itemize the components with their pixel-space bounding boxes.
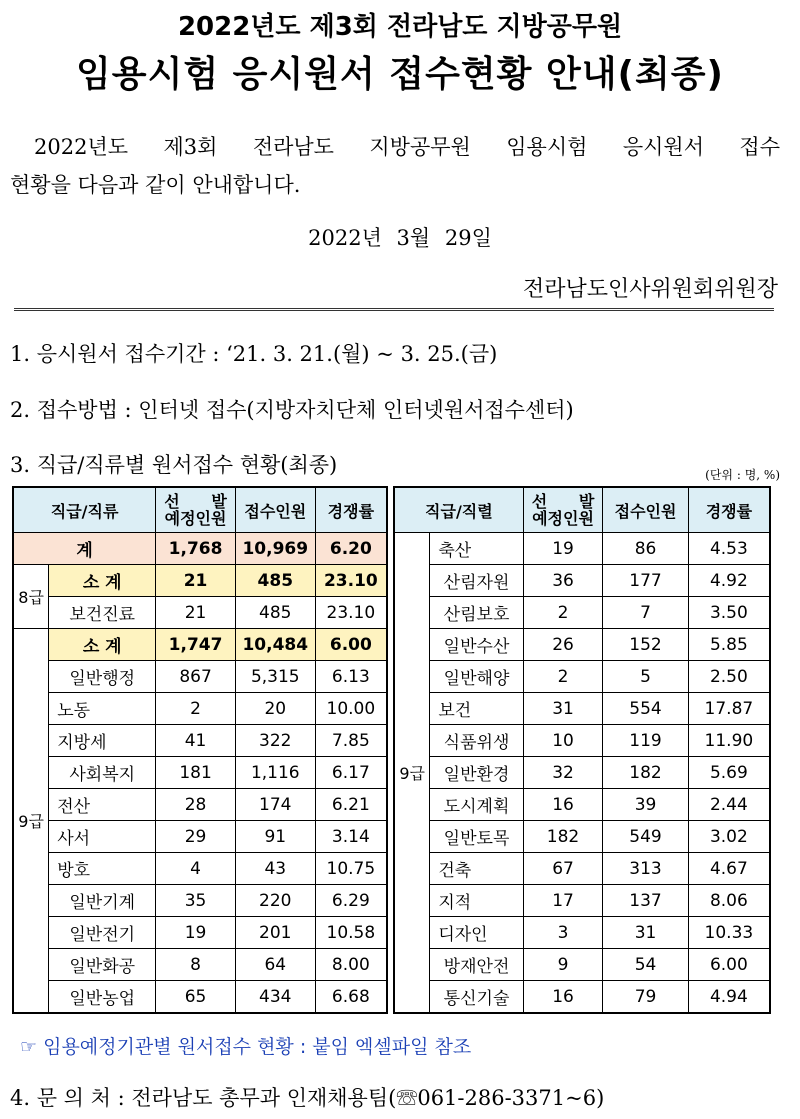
subtotal-applicants: 10,484: [235, 629, 315, 661]
header-ratio: 경쟁률: [688, 487, 770, 533]
competition-ratio: 2.50: [688, 661, 770, 693]
competition-ratio: 3.50: [688, 597, 770, 629]
planned-count: 2: [523, 661, 603, 693]
job-name: 통신기술: [430, 981, 523, 1014]
table-row: [394, 565, 770, 597]
applicant-count: 54: [603, 949, 689, 981]
planned-count: 29: [156, 821, 236, 853]
table-row: [394, 693, 770, 725]
contact-prefix: 4. 문 의 처 : 전라남도 총무과 인재채용팀(: [10, 1086, 397, 1110]
attachment-note-text: 임용예정기관별 원서접수 현황 : 붙임 엑셀파일 참조: [43, 1036, 472, 1058]
planned-count: 181: [156, 757, 236, 789]
header-planned: 선 발 예정인원: [156, 487, 236, 533]
subtotal-label: 소 계: [49, 629, 156, 661]
competition-ratio: 6.68: [315, 981, 387, 1014]
applicant-count: 31: [603, 917, 689, 949]
table-row: [394, 533, 770, 565]
subtotal-ratio: 23.10: [315, 565, 387, 597]
applicant-count: 313: [603, 853, 689, 885]
job-name: 식품위생: [430, 725, 523, 757]
job-name: 일반수산: [430, 629, 523, 661]
table-row: [394, 821, 770, 853]
item-3-status: 3. 직급/직류별 원서접수 현황(최종): [10, 453, 338, 477]
header-ratio: 경쟁률: [315, 487, 387, 533]
competition-ratio: 2.44: [688, 789, 770, 821]
planned-count: 35: [156, 885, 236, 917]
table-row: [13, 725, 387, 757]
applicant-count: 7: [603, 597, 689, 629]
planned-count: 182: [523, 821, 603, 853]
competition-ratio: 5.85: [688, 629, 770, 661]
applicant-count: 177: [603, 565, 689, 597]
intro-paragraph: [10, 128, 780, 204]
competition-ratio: 5.69: [688, 757, 770, 789]
planned-count: 2: [156, 693, 236, 725]
planned-count: 16: [523, 981, 603, 1014]
planned-count: 867: [156, 661, 236, 693]
job-name: 전산: [49, 789, 156, 821]
job-name: 일반기계: [49, 885, 156, 917]
job-name: 도시계획: [430, 789, 523, 821]
subtotal-planned: 21: [156, 565, 236, 597]
planned-count: 41: [156, 725, 236, 757]
grade9-subtotal-row: [13, 629, 387, 661]
applicant-count: 64: [235, 949, 315, 981]
table-header-row: [394, 487, 770, 533]
total-row: [13, 533, 387, 565]
competition-ratio: 10.58: [315, 917, 387, 949]
competition-ratio: 6.17: [315, 757, 387, 789]
applicant-count: 174: [235, 789, 315, 821]
separator-line: [14, 308, 774, 311]
header-applicants: 접수인원: [603, 487, 689, 533]
planned-count: 36: [523, 565, 603, 597]
planned-count: 4: [156, 853, 236, 885]
table-row: [13, 597, 387, 629]
applicant-count: 549: [603, 821, 689, 853]
header-applicants: 접수인원: [235, 487, 315, 533]
applicant-count: 5: [603, 661, 689, 693]
applicant-count: 434: [235, 981, 315, 1014]
table-row: [13, 821, 387, 853]
table-header-row: [13, 487, 387, 533]
applicant-count: 201: [235, 917, 315, 949]
table-row: [394, 789, 770, 821]
planned-count: 3: [523, 917, 603, 949]
applicant-count: 220: [235, 885, 315, 917]
table-row: [13, 917, 387, 949]
table-row: [13, 661, 387, 693]
header-planned: 선 발 예정인원: [523, 487, 603, 533]
item-2-method: 2. 접수방법 : 인터넷 접수(지방자치단체 인터넷원서접수센터): [10, 398, 574, 422]
job-name: 산림보호: [430, 597, 523, 629]
notice-date: 2022년 3월 29일: [308, 226, 492, 250]
planned-count: 32: [523, 757, 603, 789]
applicant-count: 137: [603, 885, 689, 917]
title-line-2: 임용시험 응시원서 접수현황 안내(최종): [76, 54, 724, 95]
competition-ratio: 11.90: [688, 725, 770, 757]
planned-count: 17: [523, 885, 603, 917]
job-name: 건축: [430, 853, 523, 885]
table-row: [394, 597, 770, 629]
competition-ratio: 4.53: [688, 533, 770, 565]
planned-count: 9: [523, 949, 603, 981]
total-applicants: 10,969: [235, 533, 315, 565]
competition-ratio: 7.85: [315, 725, 387, 757]
left-status-table: [12, 486, 388, 1014]
competition-ratio: 3.14: [315, 821, 387, 853]
competition-ratio: 6.29: [315, 885, 387, 917]
planned-count: 2: [523, 597, 603, 629]
competition-ratio: 8.00: [315, 949, 387, 981]
table-row: [394, 917, 770, 949]
applicant-count: 119: [603, 725, 689, 757]
competition-ratio: 4.92: [688, 565, 770, 597]
intro-line-2: 현황을 다음과 같이 안내합니다.: [10, 173, 301, 197]
header-job: 직급/직류: [13, 487, 156, 533]
competition-ratio: 6.13: [315, 661, 387, 693]
table-row: [394, 949, 770, 981]
job-name: 산림자원: [430, 565, 523, 597]
title-line-1: 2022년도 제3회 전라남도 지방공무원: [177, 12, 623, 42]
table-row: [394, 853, 770, 885]
grade9-label: 9급: [13, 629, 49, 1014]
header-job: 직급/직렬: [394, 487, 523, 533]
job-name: 보건: [430, 693, 523, 725]
table-row: [13, 885, 387, 917]
contact-phone: 061-286-3371~6): [417, 1086, 605, 1110]
subtotal-ratio: 6.00: [315, 629, 387, 661]
applicant-count: 1,116: [235, 757, 315, 789]
job-name: 일반화공: [49, 949, 156, 981]
table-row: [13, 853, 387, 885]
job-name: 일반행정: [49, 661, 156, 693]
subtotal-label: 소 계: [49, 565, 156, 597]
table-row: [13, 949, 387, 981]
planned-count: 31: [523, 693, 603, 725]
total-planned: 1,768: [156, 533, 236, 565]
intro-line-1: 2022년도 제3회 전라남도 지방공무원 임용시험 응시원서 접수: [34, 135, 780, 159]
applicant-count: 5,315: [235, 661, 315, 693]
applicant-count: 91: [235, 821, 315, 853]
planned-count: 67: [523, 853, 603, 885]
table-row: [13, 789, 387, 821]
applicant-count: 20: [235, 693, 315, 725]
applicant-count: 322: [235, 725, 315, 757]
applicant-count: 43: [235, 853, 315, 885]
grade9-label: 9급: [394, 533, 430, 1014]
applicant-count: 39: [603, 789, 689, 821]
item-1-period: 1. 응시원서 접수기간 : ‘21. 3. 21.(월) ~ 3. 25.(금): [10, 342, 498, 366]
competition-ratio: 10.33: [688, 917, 770, 949]
unit-label: (단위 : 명, %): [705, 468, 780, 482]
applicant-count: 554: [603, 693, 689, 725]
planned-count: 19: [523, 533, 603, 565]
job-name: 사서: [49, 821, 156, 853]
job-name: 일반해양: [430, 661, 523, 693]
grade8-subtotal-row: [13, 565, 387, 597]
right-status-table: [393, 486, 771, 1014]
table-row: [13, 693, 387, 725]
planned-count: 26: [523, 629, 603, 661]
applicant-count: 86: [603, 533, 689, 565]
signature: 전라남도인사위원회위원장: [522, 277, 778, 302]
job-name: 축산: [430, 533, 523, 565]
competition-ratio: 3.02: [688, 821, 770, 853]
total-ratio: 6.20: [315, 533, 387, 565]
table-row: [394, 725, 770, 757]
planned-count: 21: [156, 597, 236, 629]
table-row: [394, 981, 770, 1014]
competition-ratio: 10.00: [315, 693, 387, 725]
job-name: 일반토목: [430, 821, 523, 853]
job-name: 일반전기: [49, 917, 156, 949]
phone-icon: ☏: [396, 1086, 418, 1110]
job-name: 방재안전: [430, 949, 523, 981]
competition-ratio: 10.75: [315, 853, 387, 885]
competition-ratio: 6.00: [688, 949, 770, 981]
job-name: 디자인: [430, 917, 523, 949]
competition-ratio: 17.87: [688, 693, 770, 725]
competition-ratio: 6.21: [315, 789, 387, 821]
table-row: [394, 629, 770, 661]
job-name: 방호: [49, 853, 156, 885]
competition-ratio: 4.94: [688, 981, 770, 1014]
planned-count: 28: [156, 789, 236, 821]
job-name: 일반환경: [430, 757, 523, 789]
planned-count: 16: [523, 789, 603, 821]
planned-count: 10: [523, 725, 603, 757]
applicant-count: 182: [603, 757, 689, 789]
pointing-hand-icon: ☞: [20, 1036, 38, 1058]
competition-ratio: 8.06: [688, 885, 770, 917]
contact-info: [10, 1082, 604, 1112]
grade8-label: 8급: [13, 565, 49, 629]
table-row: [394, 885, 770, 917]
table-row: [394, 661, 770, 693]
planned-count: 19: [156, 917, 236, 949]
applicant-count: 79: [603, 981, 689, 1014]
job-name: 지방세: [49, 725, 156, 757]
attachment-note: [20, 1032, 471, 1059]
applicant-count: 152: [603, 629, 689, 661]
job-name: 사회복지: [49, 757, 156, 789]
planned-count: 8: [156, 949, 236, 981]
planned-count: 65: [156, 981, 236, 1014]
subtotal-applicants: 485: [235, 565, 315, 597]
subtotal-planned: 1,747: [156, 629, 236, 661]
job-name: 노동: [49, 693, 156, 725]
applicant-count: 485: [235, 597, 315, 629]
table-row: [394, 757, 770, 789]
table-row: [13, 757, 387, 789]
job-name: 일반농업: [49, 981, 156, 1014]
job-name: 지적: [430, 885, 523, 917]
table-row: [13, 981, 387, 1014]
competition-ratio: 4.67: [688, 853, 770, 885]
competition-ratio: 23.10: [315, 597, 387, 629]
total-label: 계: [13, 533, 156, 565]
job-name: 보건진료: [49, 597, 156, 629]
